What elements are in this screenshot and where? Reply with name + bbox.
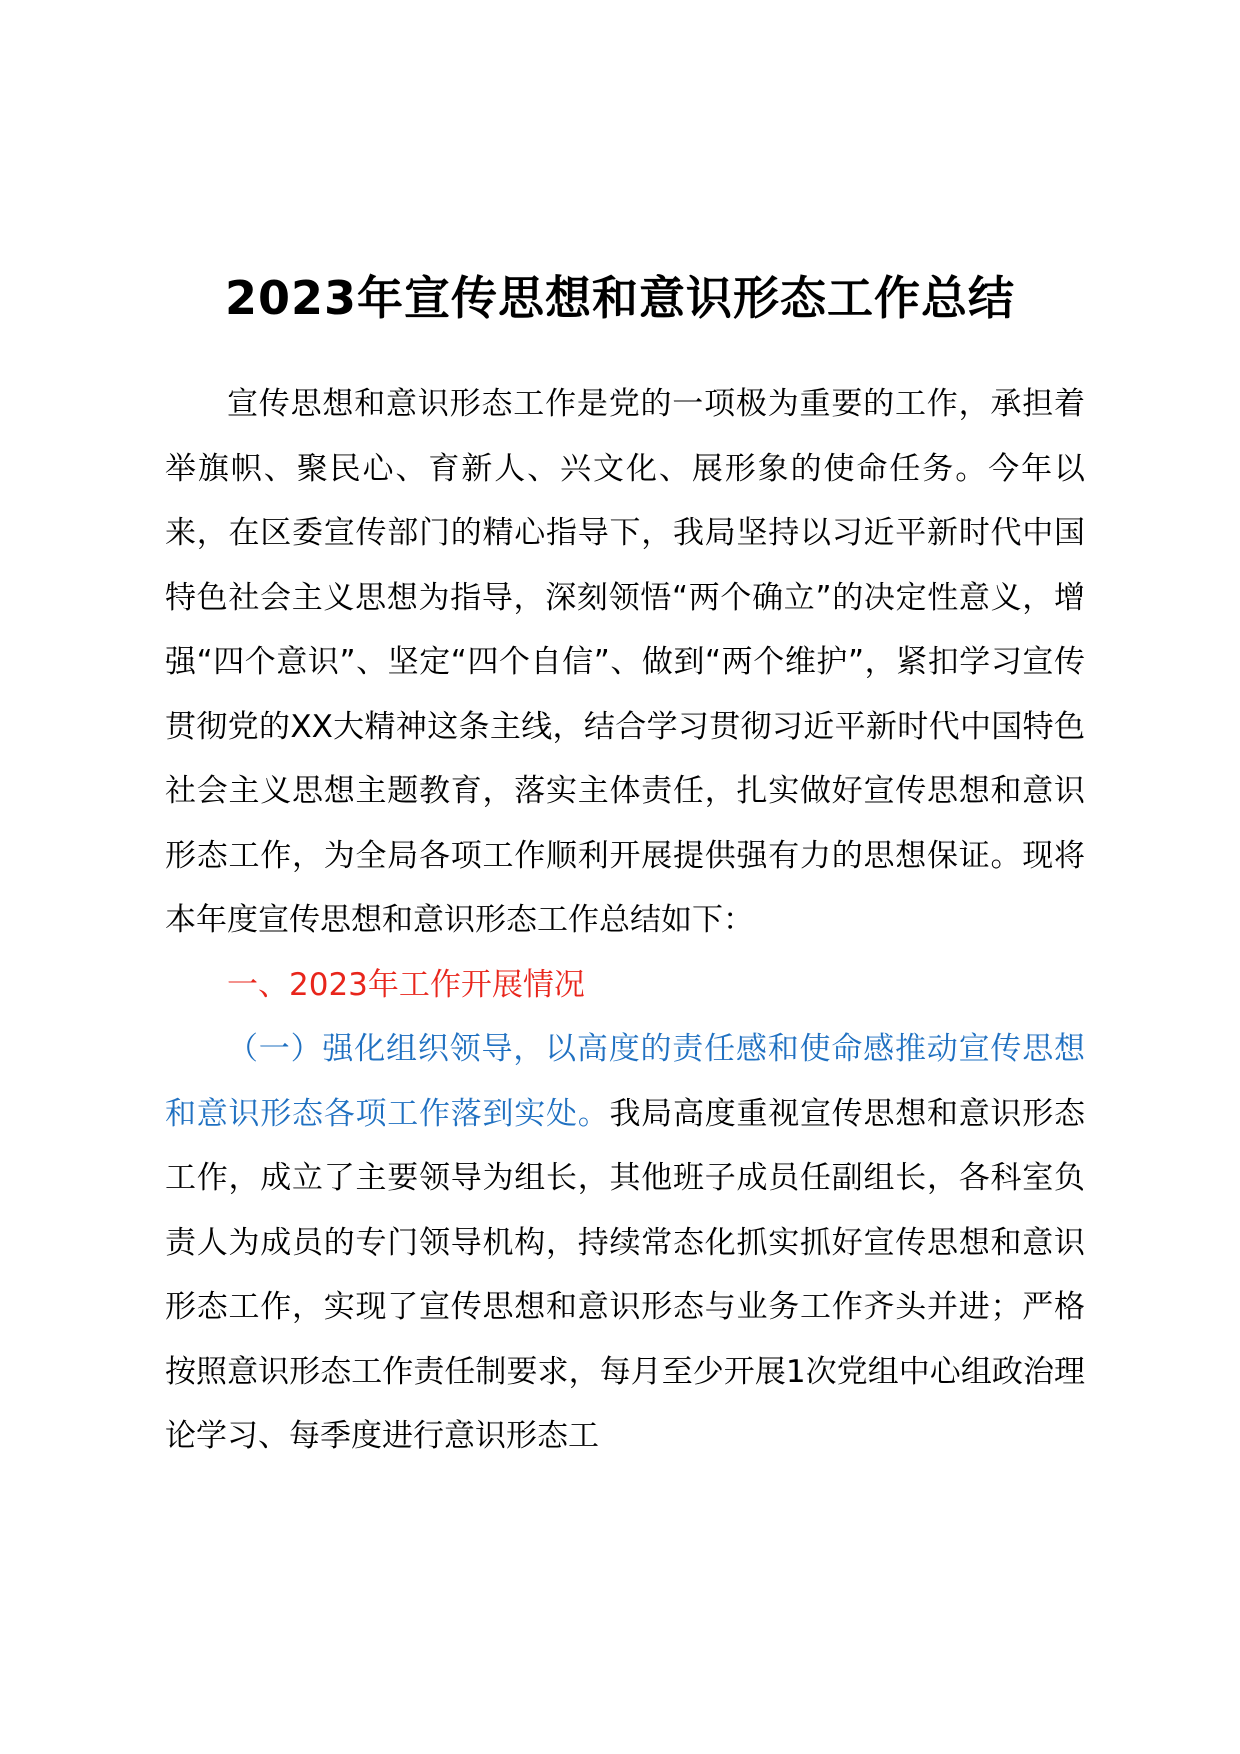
document-title: 2023年宣传思想和意识形态工作总结: [224, 271, 1016, 325]
subsection-heading: （一）强化组织领导，以高度的责任感和使命感推动宣传思想和意识形态各项工作落到实处。: [165, 1031, 1085, 1132]
section-heading: 一、2023年工作开展情况: [227, 966, 585, 1003]
subsection-body-text: 我局高度重视宣传思想和意识形态工作，成立了主要领导为组长，其他班子成员任副组长，各科室负责人为成员的专门领导机构，持续常态化抓实抓好宣传思想和意识形态工作，实现了宣传思想和意识形态与业务工作齐头并进；严格按照意识形态工作责任制要求，每月至少开展1次党组中心组政治理论学习、每季度进行意识形态工: [165, 1095, 1085, 1454]
intro-paragraph: 宣传思想和意识形态工作是党的一项极为重要的工作，承担着举旗帜、聚民心、育新人、兴文化、展形象的使命任务。今年以来，在区委宣传部门的精心指导下，我局坚持以习近平新时代中国特色社会主义思想为指导，深刻领悟“两个确立”的决定性意义，增强“四个意识”、坚定“四个自信”、做到“两个维护”，紧扣学习宣传贯彻党的XX大精神这条主线，结合学习贯彻习近平新时代中国特色社会主义思想主题教育，落实主体责任，扎实做好宣传思想和意识形态工作，为全局各项工作顺利开展提供强有力的思想保证。现将本年度宣传思想和意识形态工作总结如下：: [165, 386, 1085, 938]
subsection-paragraph: [165, 1017, 1085, 1469]
document-body: [165, 372, 1085, 1469]
